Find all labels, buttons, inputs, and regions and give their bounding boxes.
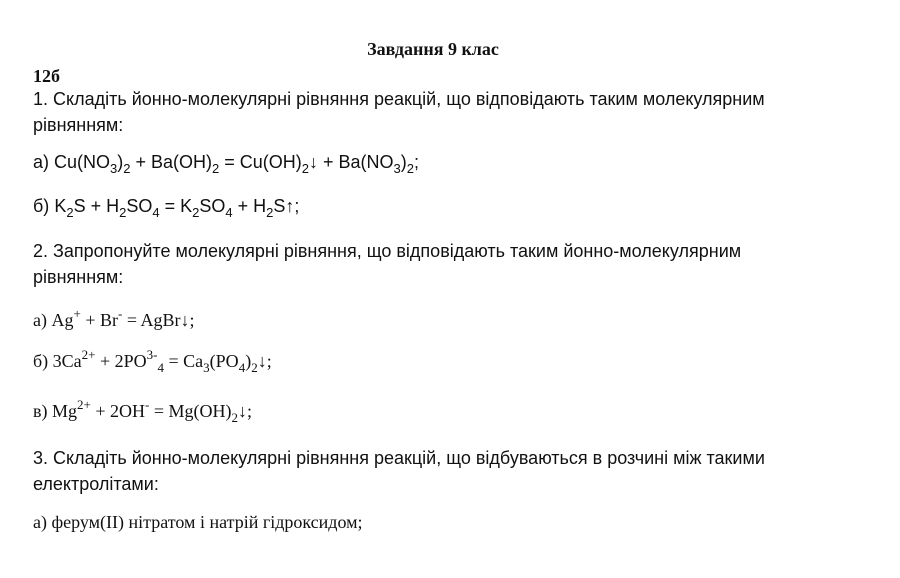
subscript: 2 <box>192 205 200 220</box>
formula-text: Ag <box>51 310 74 330</box>
task1-equation-b <box>33 194 299 218</box>
formula-text: Cu(NO <box>54 152 111 172</box>
subscript: 2 <box>266 205 274 220</box>
formula-text: + 2OH <box>90 401 146 421</box>
subscript: 4 <box>152 205 160 220</box>
points-label: 12б <box>33 66 60 86</box>
task2-text-line1: 2. Запропонуйте молекулярні рівняння, що відповідають таким йонно-молекулярним <box>33 241 742 261</box>
formula-text: SO <box>126 196 153 216</box>
formula-text: ↓; <box>257 351 272 371</box>
task3-text-line1: 3. Складіть йонно-молекулярні рівняння реакцій, що відбуваються в розчині між такими <box>33 448 765 468</box>
formula-text: + Br <box>80 310 118 330</box>
subscript: 3 <box>393 161 401 176</box>
task3-item-a: а) ферум(ІІ) нітратом і натрій гідроксидом; <box>33 512 363 532</box>
subscript: 2 <box>406 161 415 176</box>
formula-text: S + H <box>73 196 120 216</box>
formula-text: = K <box>159 196 193 216</box>
formula-text: ; <box>414 152 420 172</box>
subscript: 2 <box>123 161 131 176</box>
subscript: 2 <box>212 161 220 176</box>
formula-text: = Ca <box>164 351 204 371</box>
formula-text: Mg <box>52 401 78 421</box>
formula-text: SO <box>199 196 226 216</box>
equation-label: б) <box>33 351 53 371</box>
superscript: 2+ <box>81 347 96 362</box>
formula-text: ) <box>117 152 124 172</box>
formula-text: ) <box>400 152 407 172</box>
formula-text: 3Ca <box>52 351 82 371</box>
equation-label: в) <box>33 401 52 421</box>
subscript: 2 <box>119 205 127 220</box>
superscript: 2+ <box>77 397 91 412</box>
task1-text-line1: 1. Складіть йонно-молекулярні рівняння реакцій, що відповідають таким молекулярним <box>33 89 765 109</box>
formula-text: S↑; <box>273 196 300 216</box>
task2-equation-a <box>33 308 195 332</box>
formula-text: + Ba(OH) <box>130 152 213 172</box>
superscript: - <box>145 397 150 412</box>
formula-text: = Mg(OH) <box>149 401 232 421</box>
subscript: 4 <box>225 205 233 220</box>
subscript: 4 <box>238 360 246 375</box>
task2-equation-b <box>33 349 272 373</box>
task3-text-line2: електролітами: <box>33 474 159 494</box>
formula-text: K <box>54 196 67 216</box>
formula-text: ↓; <box>238 401 253 421</box>
subscript: 3 <box>203 360 210 375</box>
superscript: 3- <box>146 347 158 362</box>
task1-equation-a <box>33 150 419 174</box>
superscript: + <box>73 306 81 321</box>
formula-text: + H <box>232 196 267 216</box>
task1-text-line2: рівнянням: <box>33 115 124 135</box>
formula-text: ↓ + Ba(NO <box>309 152 394 172</box>
subscript: 2 <box>301 161 310 176</box>
equation-label: б) <box>33 196 55 216</box>
formula-text: ) <box>245 351 252 371</box>
formula-text: = Cu(OH) <box>219 152 302 172</box>
task2-text-line2: рівнянням: <box>33 267 124 287</box>
formula-text: + 2PO <box>95 351 147 371</box>
subscript: 3 <box>110 161 118 176</box>
task2-equation-c <box>33 399 252 423</box>
subscript: 4 <box>157 360 165 375</box>
formula-text: = AgBr↓; <box>122 310 195 330</box>
page-title: Завдання 9 клас <box>367 39 499 59</box>
superscript: - <box>117 306 123 321</box>
equation-label: а) <box>33 310 52 330</box>
equation-label: а) <box>33 152 55 172</box>
subscript: 2 <box>231 410 239 425</box>
formula-text: (PO <box>209 351 239 371</box>
subscript: 2 <box>251 360 258 375</box>
subscript: 2 <box>66 205 74 220</box>
